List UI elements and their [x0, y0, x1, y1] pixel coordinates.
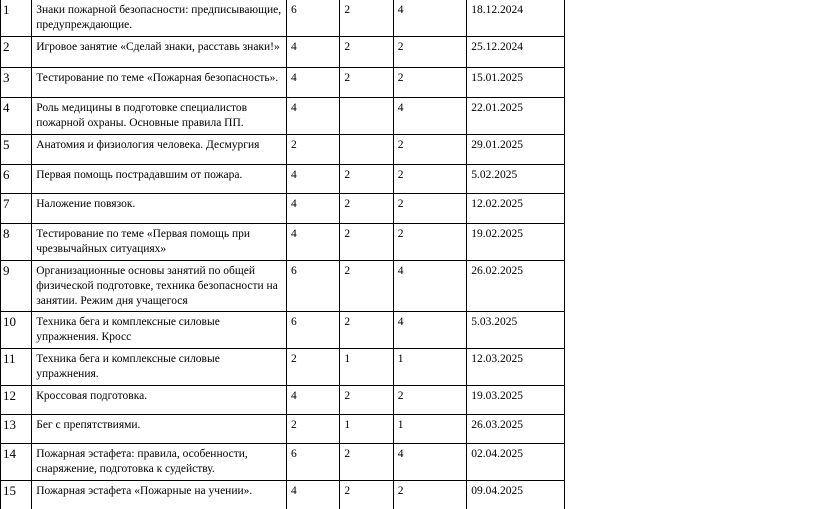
hours-theory: 2 — [340, 0, 393, 37]
lesson-topic: Анатомия и физиология человека. Десмургия — [32, 135, 287, 165]
hours-practice: 2 — [393, 386, 467, 415]
lesson-date: 09.04.2025 — [467, 481, 565, 509]
lesson-topic: Бег с препятствиями. — [32, 415, 287, 444]
lesson-topic: Пожарная эстафета «Пожарные на учении». — [32, 481, 287, 509]
table-row — [1, 224, 565, 261]
lesson-plan-body — [1, 0, 565, 509]
hours-total: 4 — [287, 224, 340, 261]
hours-total: 4 — [287, 165, 340, 194]
row-number: 8 — [1, 224, 32, 261]
hours-total: 4 — [287, 68, 340, 98]
hours-practice: 2 — [393, 37, 467, 68]
lesson-date: 22.01.2025 — [467, 98, 565, 135]
hours-theory: 2 — [340, 481, 393, 509]
table-row — [1, 98, 565, 135]
table-row — [1, 37, 565, 68]
hours-theory: 2 — [340, 312, 393, 349]
table-row — [1, 444, 565, 481]
hours-practice: 4 — [393, 261, 467, 312]
hours-practice: 4 — [393, 98, 467, 135]
table-row — [1, 0, 565, 37]
hours-theory: 2 — [340, 386, 393, 415]
row-number: 14 — [1, 444, 32, 481]
hours-practice: 2 — [393, 135, 467, 165]
hours-total: 4 — [287, 194, 340, 224]
row-number: 7 — [1, 194, 32, 224]
lesson-date: 12.03.2025 — [467, 349, 565, 386]
lesson-date: 19.02.2025 — [467, 224, 565, 261]
hours-practice: 1 — [393, 415, 467, 444]
lesson-date: 19.03.2025 — [467, 386, 565, 415]
hours-practice: 4 — [393, 312, 467, 349]
hours-practice: 2 — [393, 68, 467, 98]
lesson-topic: Наложение повязок. — [32, 194, 287, 224]
hours-total: 4 — [287, 37, 340, 68]
table-row — [1, 386, 565, 415]
table-row — [1, 349, 565, 386]
lesson-date: 18.12.2024 — [467, 0, 565, 37]
hours-total: 2 — [287, 415, 340, 444]
row-number: 15 — [1, 481, 32, 509]
row-number: 12 — [1, 386, 32, 415]
table-row — [1, 481, 565, 509]
hours-theory: 2 — [340, 444, 393, 481]
lesson-topic: Техника бега и комплексные силовые упражнения. — [32, 349, 287, 386]
table-row — [1, 261, 565, 312]
lesson-topic: Тестирование по теме «Пожарная безопасность». — [32, 68, 287, 98]
row-number: 6 — [1, 165, 32, 194]
hours-practice: 2 — [393, 224, 467, 261]
lesson-topic: Техника бега и комплексные силовые упражнения. Кросс — [32, 312, 287, 349]
lesson-topic: Кроссовая подготовка. — [32, 386, 287, 415]
lesson-date: 02.04.2025 — [467, 444, 565, 481]
hours-theory — [340, 98, 393, 135]
hours-theory: 2 — [340, 194, 393, 224]
lesson-topic: Первая помощь пострадавшим от пожара. — [32, 165, 287, 194]
lesson-topic: Роль медицины в подготовке специалистов пожарной охраны. Основные правила ПП. — [32, 98, 287, 135]
table-row — [1, 312, 565, 349]
hours-theory — [340, 135, 393, 165]
hours-theory: 2 — [340, 261, 393, 312]
lesson-topic: Тестирование по теме «Первая помощь при чрезвычайных ситуациях» — [32, 224, 287, 261]
hours-total: 6 — [287, 261, 340, 312]
row-number: 11 — [1, 349, 32, 386]
lesson-topic: Игровое занятие «Сделай знаки, расставь знаки!» — [32, 37, 287, 68]
lesson-date: 26.03.2025 — [467, 415, 565, 444]
row-number: 13 — [1, 415, 32, 444]
lesson-date: 5.03.2025 — [467, 312, 565, 349]
table-row — [1, 415, 565, 444]
row-number: 1 — [1, 0, 32, 37]
row-number: 3 — [1, 68, 32, 98]
table-row — [1, 68, 565, 98]
hours-theory: 2 — [340, 165, 393, 194]
table-row — [1, 165, 565, 194]
lesson-date: 15.01.2025 — [467, 68, 565, 98]
hours-total: 6 — [287, 444, 340, 481]
hours-total: 4 — [287, 481, 340, 509]
row-number: 9 — [1, 261, 32, 312]
lesson-topic: Пожарная эстафета: правила, особенности, снаряжение, подготовка к судейству. — [32, 444, 287, 481]
hours-total: 6 — [287, 0, 340, 37]
lesson-date: 29.01.2025 — [467, 135, 565, 165]
lesson-date: 12.02.2025 — [467, 194, 565, 224]
hours-theory: 2 — [340, 37, 393, 68]
hours-practice: 1 — [393, 349, 467, 386]
lesson-date: 5.02.2025 — [467, 165, 565, 194]
lesson-topic: Организационные основы занятий по общей физической подготовке, техника безопасности на занятии. Режим дня учащегося — [32, 261, 287, 312]
hours-total: 4 — [287, 386, 340, 415]
hours-total: 2 — [287, 135, 340, 165]
lesson-date: 25.12.2024 — [467, 37, 565, 68]
row-number: 10 — [1, 312, 32, 349]
hours-theory: 2 — [340, 224, 393, 261]
hours-total: 2 — [287, 349, 340, 386]
hours-theory: 2 — [340, 68, 393, 98]
hours-theory: 1 — [340, 349, 393, 386]
table-row — [1, 135, 565, 165]
hours-total: 4 — [287, 98, 340, 135]
row-number: 4 — [1, 98, 32, 135]
row-number: 2 — [1, 37, 32, 68]
hours-total: 6 — [287, 312, 340, 349]
hours-theory: 1 — [340, 415, 393, 444]
hours-practice: 4 — [393, 444, 467, 481]
row-number: 5 — [1, 135, 32, 165]
hours-practice: 2 — [393, 481, 467, 509]
hours-practice: 2 — [393, 194, 467, 224]
lesson-topic: Знаки пожарной безопасности: предписывающие, предупреждающие. — [32, 0, 287, 37]
lesson-date: 26.02.2025 — [467, 261, 565, 312]
hours-practice: 2 — [393, 165, 467, 194]
table-row — [1, 194, 565, 224]
hours-practice: 4 — [393, 0, 467, 37]
